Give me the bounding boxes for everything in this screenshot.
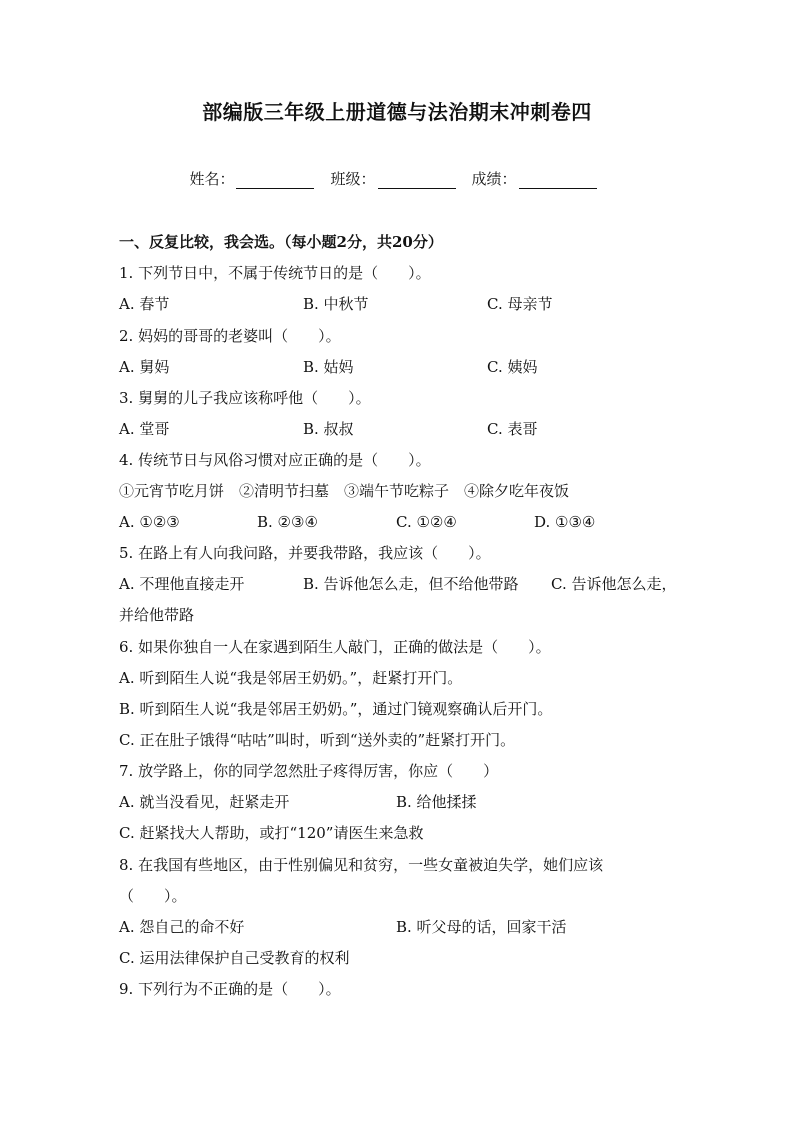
exam-title: 部编版三年级上册道德与法治期末冲刺卷四 (202, 100, 592, 124)
question-1: 1. 下列节日中，不属于传统节日的是（ ）。 (119, 264, 431, 282)
q3-option-c: C. 表哥 (487, 420, 538, 438)
q4-option-b: B. ②③④ (257, 513, 318, 531)
q8-option-a: A. 怨自己的命不好 (119, 918, 245, 936)
q8-option-c: C. 运用法律保护自己受教育的权利 (119, 949, 350, 967)
question-5: 5. 在路上有人向我问路，并要我带路，我应该（ ）。 (119, 544, 491, 562)
q3-option-b: B. 叔叔 (303, 420, 354, 438)
score-field (472, 168, 605, 189)
q4-items: ①元宵节吃月饼 ②清明节扫墓 ③端午节吃粽子 ④除夕吃年夜饭 (119, 482, 570, 500)
question-3: 3. 舅舅的儿子我应该称呼他（ ）。 (119, 389, 371, 407)
question-2: 2. 妈妈的哥哥的老婆叫（ ）。 (119, 327, 341, 345)
q6-option-a: A. 听到陌生人说“我是邻居王奶奶。”，赶紧打开门。 (119, 669, 463, 687)
name-field (189, 168, 322, 189)
question-8-continued: （ ）。 (119, 887, 187, 905)
question-7: 7. 放学路上，你的同学忽然肚子疼得厉害，你应（ ） (119, 762, 499, 780)
q5-option-a: A. 不理他直接走开 (119, 575, 245, 593)
score-label: 成绩： (471, 170, 517, 188)
q6-option-c: C. 正在肚子饿得“咕咕”叫时，听到“送外卖的”赶紧打开门。 (119, 731, 516, 749)
question-6: 6. 如果你独自一人在家遇到陌生人敲门，正确的做法是（ ）。 (119, 638, 551, 656)
student-info-line (0, 168, 794, 189)
name-label: 姓名： (189, 170, 235, 188)
q5-option-c: C. 告诉他怎么走， (551, 575, 677, 593)
q2-option-b: B. 姑妈 (303, 358, 354, 376)
q1-option-b: B. 中秋节 (303, 295, 369, 313)
q3-option-a: A. 堂哥 (119, 420, 170, 438)
question-4: 4. 传统节日与风俗习惯对应正确的是（ ）。 (119, 451, 431, 469)
class-field (330, 168, 463, 189)
score-blank[interactable] (519, 171, 597, 189)
q1-option-c: C. 母亲节 (487, 295, 553, 313)
q8-option-b: B. 听父母的话，回家干活 (396, 918, 567, 936)
question-9: 9. 下列行为不正确的是（ ）。 (119, 980, 341, 998)
q5-option-c-continued: 并给他带路 (119, 606, 195, 624)
class-blank[interactable] (378, 171, 456, 189)
q1-option-a: A. 春节 (119, 295, 170, 313)
q4-option-a: A. ①②③ (119, 513, 180, 531)
class-label: 班级： (330, 170, 376, 188)
name-blank[interactable] (236, 171, 314, 189)
q7-option-b: B. 给他揉揉 (396, 793, 477, 811)
q5-option-b: B. 告诉他怎么走，但不给他带路 (303, 575, 519, 593)
q2-option-c: C. 姨妈 (487, 358, 538, 376)
q7-option-c: C. 赶紧找大人帮助，或打“120”请医生来急救 (119, 824, 424, 842)
q7-option-a: A. 就当没看见，赶紧走开 (119, 793, 290, 811)
question-8: 8. 在我国有些地区，由于性别偏见和贫穷，一些女童被迫失学，她们应该 (119, 856, 604, 874)
q4-option-d: D. ①③④ (534, 513, 596, 531)
section-heading: 一、反复比较，我会选。（每小题2分，共20分） (119, 233, 443, 251)
q6-option-b: B. 听到陌生人说“我是邻居王奶奶。”，通过门镜观察确认后开门。 (119, 700, 553, 718)
q4-option-c: C. ①②④ (396, 513, 457, 531)
q2-option-a: A. 舅妈 (119, 358, 170, 376)
